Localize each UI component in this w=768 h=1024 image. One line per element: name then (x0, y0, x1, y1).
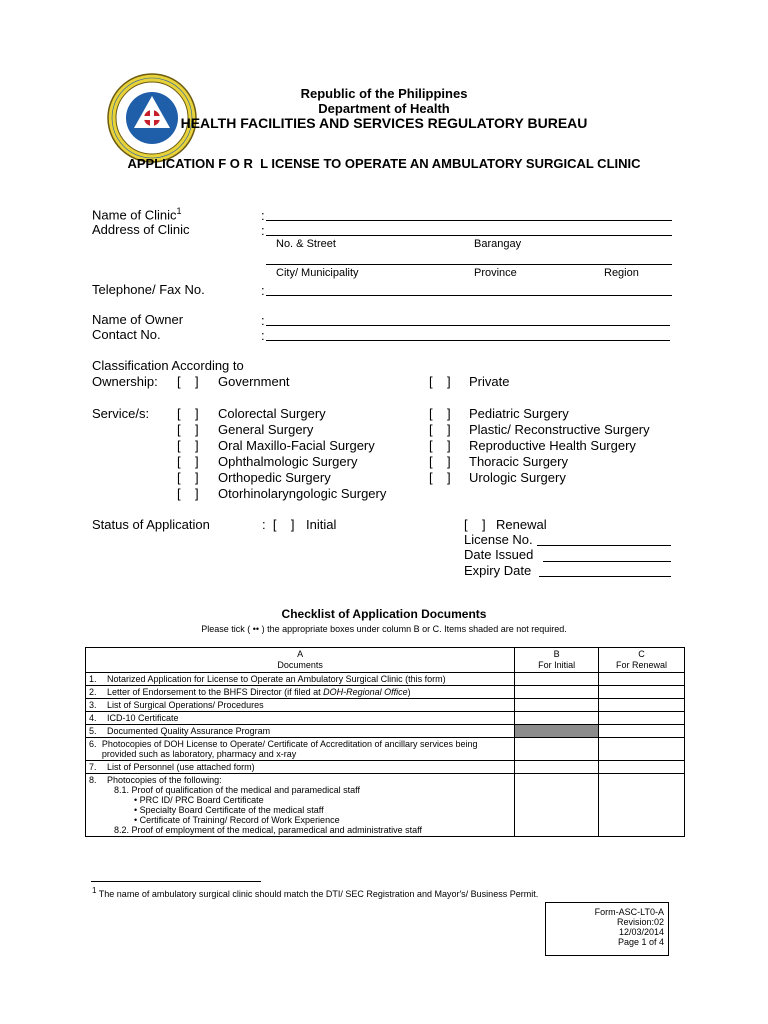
date-issued-field[interactable] (543, 561, 671, 562)
form-revision: Revision:02 (616, 917, 664, 927)
initial-check-cell[interactable] (515, 761, 599, 774)
service-left-checkbox[interactable]: [ ] (177, 486, 199, 501)
document-cell: 1. Notarized Application for License to Operate an Ambulatory Surgical Clinic (this form) (86, 673, 515, 686)
address-city-field[interactable] (266, 264, 672, 265)
telephone-label: Telephone/ Fax No. (92, 282, 205, 297)
services-label: Service/s: (92, 406, 150, 421)
no-street-label: No. & Street (276, 238, 336, 250)
service-left-label: General Surgery (218, 422, 314, 437)
table-row (86, 699, 685, 712)
province-label: Province (474, 267, 517, 279)
form-title: APPLICATION F O R L ICENSE TO OPERATE AN AMBULATORY SURGICAL CLINIC (127, 156, 641, 171)
document-cell: 3. List of Surgical Operations/ Procedures (86, 699, 515, 712)
initial-label: Initial (306, 517, 337, 532)
owner-field[interactable] (266, 325, 670, 326)
service-right-label: Urologic Surgery (469, 470, 566, 485)
renewal-check-cell[interactable] (599, 673, 685, 686)
date-issued-label: Date Issued (464, 547, 534, 562)
telephone-field[interactable] (266, 295, 672, 296)
renewal-checkbox[interactable]: [ ] (464, 517, 486, 532)
colon: : (261, 223, 265, 238)
bullet-item: • Certificate of Training/ Record of Work Experience (134, 815, 340, 825)
bullet-item: • Specialty Board Certificate of the medical staff (134, 805, 324, 815)
service-left-checkbox[interactable]: [ ] (177, 438, 199, 453)
document-cell: 4. ICD-10 Certificate (86, 712, 515, 725)
service-left-label: Otorhinolaryngologic Surgery (218, 486, 387, 501)
colon: : (261, 283, 265, 298)
initial-check-cell[interactable] (515, 699, 599, 712)
region-label: Region (604, 267, 639, 279)
renewal-check-cell[interactable] (599, 712, 685, 725)
checklist-instruction: Please tick ( •• ) the appropriate boxes under column B or C. Items shaded are not required. (201, 624, 567, 634)
barangay-label: Barangay (474, 238, 522, 250)
bullet-item: • PRC ID/ PRC Board Certificate (134, 795, 264, 805)
header-republic: Republic of the Philippines (300, 86, 468, 101)
renewal-check-cell[interactable] (599, 699, 685, 712)
footnote-divider (91, 881, 261, 882)
address-street-field[interactable] (266, 235, 672, 236)
service-left-label: Colorectal Surgery (218, 406, 326, 421)
address-of-clinic-label: Address of Clinic (92, 222, 190, 237)
initial-check-cell[interactable] (515, 673, 599, 686)
city-label: City/ Municipality (276, 267, 359, 279)
form-date: 12/03/2014 (618, 927, 664, 937)
license-no-field[interactable] (537, 545, 671, 546)
initial-checkbox[interactable]: : [ ] (262, 517, 295, 532)
service-right-checkbox[interactable]: [ ] (429, 438, 451, 453)
table-row (86, 725, 685, 738)
service-right-checkbox[interactable]: [ ] (429, 422, 451, 437)
name-of-clinic-field[interactable] (266, 220, 672, 221)
document-cell: 7. List of Personnel (use attached form) (86, 761, 515, 774)
document-cell: 5. Documented Quality Assurance Program (86, 725, 515, 738)
contact-label: Contact No. (92, 327, 161, 342)
column-c-header: C For Renewal (599, 648, 685, 673)
expiry-date-label: Expiry Date (464, 563, 532, 578)
private-label: Private (469, 374, 510, 389)
government-checkbox[interactable]: [ ] (177, 374, 199, 389)
owner-label: Name of Owner (92, 312, 184, 327)
renewal-check-cell[interactable] (599, 761, 685, 774)
service-right-label: Thoracic Surgery (469, 454, 568, 469)
service-left-checkbox[interactable]: [ ] (177, 406, 199, 421)
form-info-box (545, 902, 669, 956)
service-right-label: Reproductive Health Surgery (469, 438, 636, 453)
private-checkbox[interactable]: [ ] (429, 374, 451, 389)
expiry-date-field[interactable] (539, 576, 671, 577)
service-right-checkbox[interactable]: [ ] (429, 406, 451, 421)
initial-check-cell[interactable] (515, 725, 599, 738)
renewal-check-cell[interactable] (599, 686, 685, 699)
renewal-check-cell[interactable] (599, 738, 685, 761)
ownership-label: Ownership: (92, 374, 158, 389)
column-a-header: A Documents (86, 648, 515, 673)
document-cell: 8. Photocopies of the following: 8.1. Proof of qualification of the medical and paramedical staff • PRC ID/ PRC Board Certificate • Specialty Board Certificate of the medical staff • Certificate of Training/ Record of Work Experience 8.2. Proof of employment of the medical, paramedical and administrative staff (86, 774, 515, 837)
license-no-label: License No. (464, 532, 533, 547)
table-row (86, 686, 685, 699)
initial-check-cell[interactable] (515, 686, 599, 699)
service-right-checkbox[interactable]: [ ] (429, 454, 451, 469)
service-right-checkbox[interactable]: [ ] (429, 470, 451, 485)
table-row (86, 673, 685, 686)
footnote-marker: 1 (176, 206, 182, 216)
colon: : (261, 328, 265, 343)
service-left-label: Orthopedic Surgery (218, 470, 331, 485)
service-left-label: Oral Maxillo-Facial Surgery (218, 438, 375, 453)
renewal-label: Renewal (496, 517, 547, 532)
service-right-label: Plastic/ Reconstructive Surgery (469, 422, 650, 437)
table-row (86, 738, 685, 761)
service-left-checkbox[interactable]: [ ] (177, 454, 199, 469)
document-cell: 2. Letter of Endorsement to the BHFS Director (if filed at DOH-Regional Office) (86, 686, 515, 699)
service-left-checkbox[interactable]: [ ] (177, 470, 199, 485)
header-department: Department of Health (318, 101, 450, 116)
service-left-label: Ophthalmologic Surgery (218, 454, 358, 469)
colon: : (261, 208, 265, 223)
footnote-text: $^1$ The name of ambulatory surgical clinic should match the DTI/ SEC Registration and Mayor's/ Business Permit. (92, 886, 539, 899)
table-header-row (86, 648, 685, 673)
document-cell: 6. Photocopies of DOH License to Operate/ Certificate of Accreditation of ancillary services being provided such as laboratory, pharmacy and x-ray (86, 738, 515, 761)
renewal-check-cell[interactable] (599, 725, 685, 738)
initial-check-cell[interactable] (515, 774, 599, 837)
name-of-clinic-label: Name of Clinic$^1$ (92, 206, 182, 223)
initial-check-cell[interactable] (515, 712, 599, 725)
form-code: Form-ASC-LT0-A (594, 907, 664, 917)
status-label: Status of Application (92, 517, 210, 532)
service-right-label: Pediatric Surgery (469, 406, 569, 421)
renewal-check-cell[interactable] (599, 774, 685, 837)
table-row (86, 712, 685, 725)
checklist-table (85, 647, 685, 837)
checklist-title: Checklist of Application Documents (281, 607, 487, 621)
classification-label: Classification According to (92, 358, 244, 373)
form-page: Page 1 of 4 (617, 937, 664, 947)
column-b-header: B For Initial (515, 648, 599, 673)
header-bureau: HEALTH FACILITIES AND SERVICES REGULATORY BUREAU (180, 115, 588, 131)
government-label: Government (218, 374, 290, 389)
table-row (86, 761, 685, 774)
colon: : (261, 313, 265, 328)
contact-field[interactable] (266, 340, 670, 341)
service-left-checkbox[interactable]: [ ] (177, 422, 199, 437)
initial-check-cell[interactable] (515, 738, 599, 761)
table-row (86, 774, 685, 837)
